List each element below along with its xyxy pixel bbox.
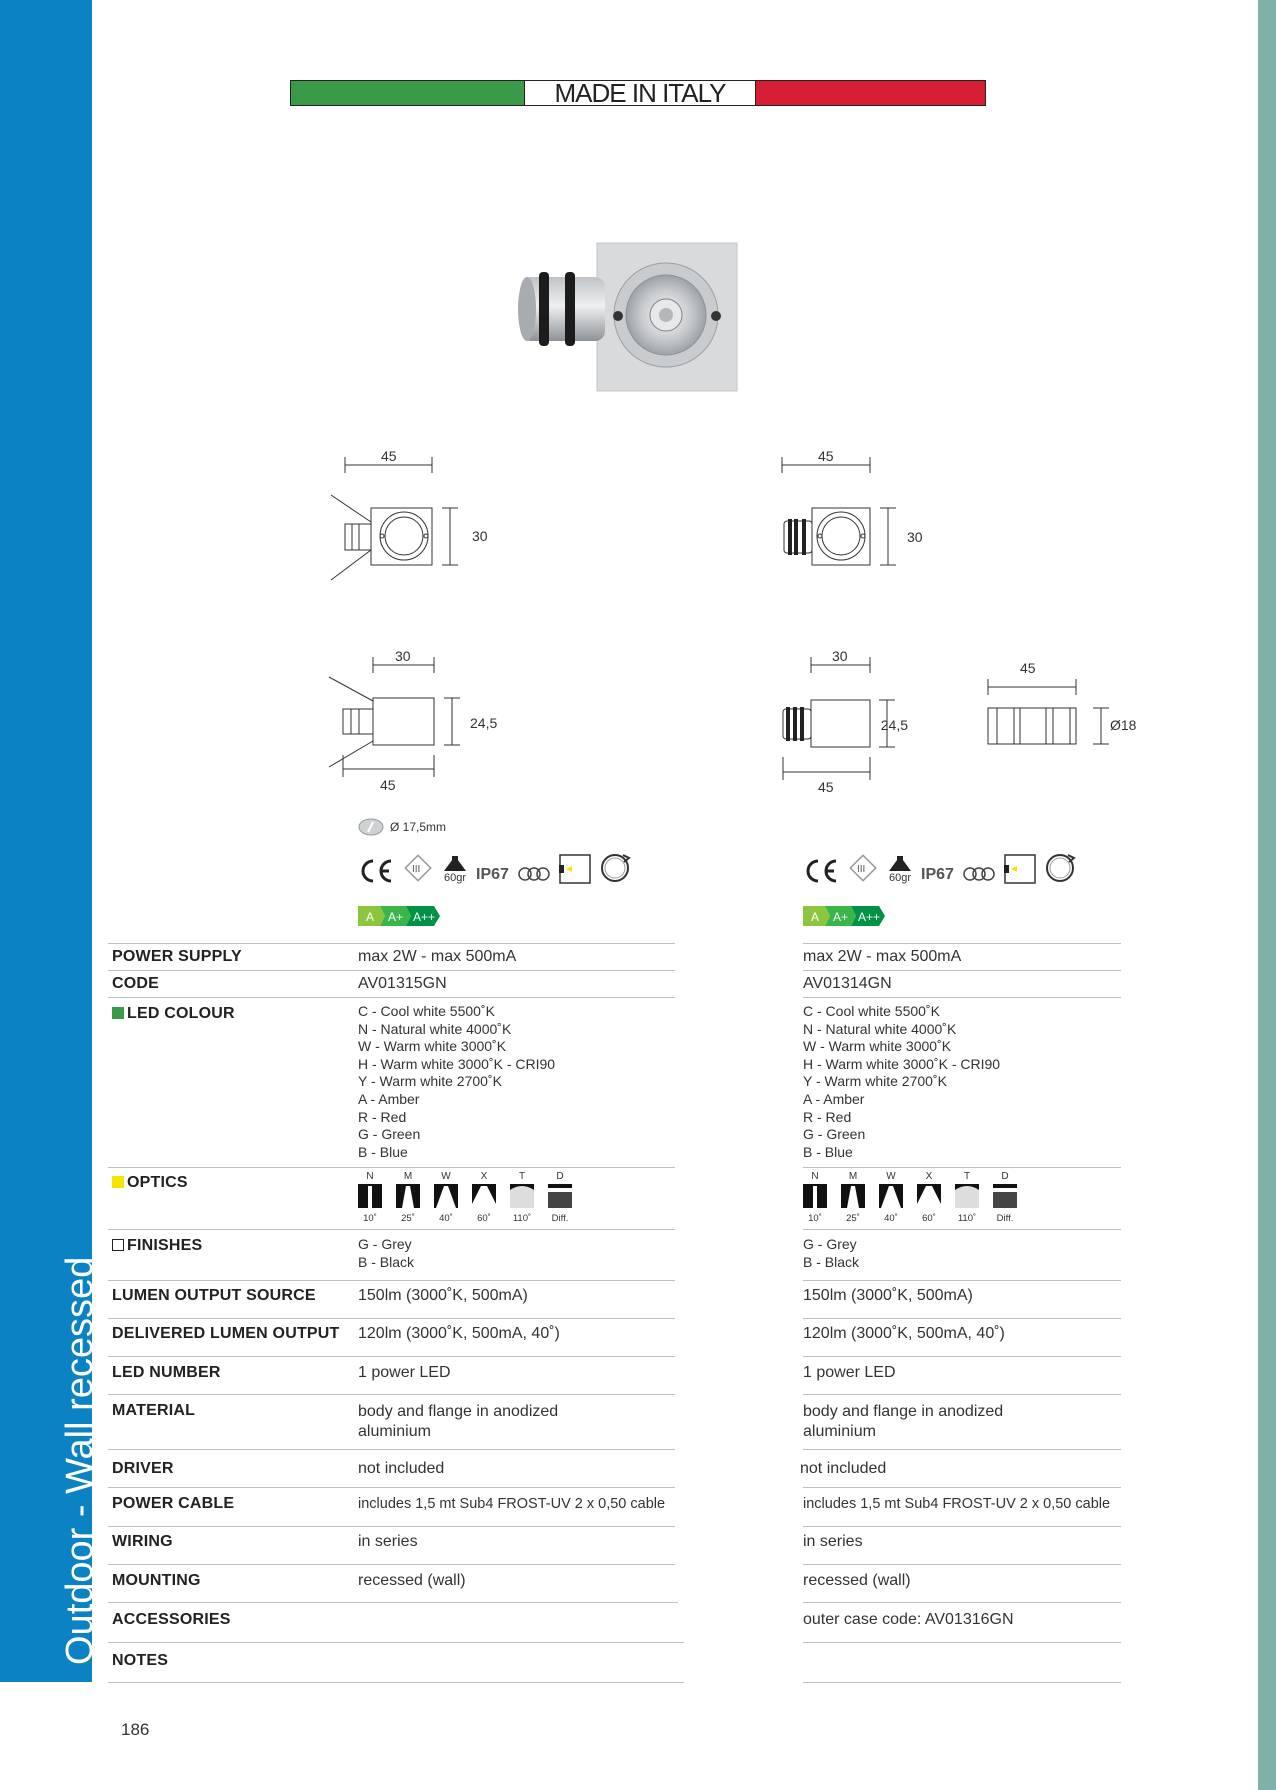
value-wiring-right: in series bbox=[803, 1533, 863, 1550]
svg-text:III: III bbox=[412, 864, 421, 875]
dim-height-label: 30 bbox=[907, 529, 923, 545]
led-colour-option: W - Warm white 3000˚K bbox=[803, 1038, 952, 1055]
optic-letter: N bbox=[811, 1171, 819, 1182]
label-finishes bbox=[112, 1237, 202, 1255]
value-power-supply-left: max 2W - max 500mA bbox=[358, 948, 517, 965]
rotation-icon bbox=[1044, 852, 1076, 884]
value-driver-left: not included bbox=[358, 1460, 445, 1477]
energy-class-label bbox=[803, 906, 885, 926]
cable-connector-icon bbox=[517, 864, 551, 884]
category-sidebar bbox=[0, 0, 101, 1682]
divider bbox=[803, 1602, 1121, 1603]
value-lumen-source-left: 150lm (3000˚K, 500mA) bbox=[358, 1287, 528, 1304]
optic-letter: M bbox=[403, 1171, 413, 1182]
led-colour-list-right bbox=[803, 1003, 1000, 1161]
class-iii-icon bbox=[402, 852, 434, 884]
beam-angle-label: 60gr bbox=[888, 872, 912, 884]
divider bbox=[108, 1682, 684, 1683]
divider bbox=[108, 1642, 684, 1643]
optic-letter: X bbox=[480, 1171, 488, 1182]
label-optics-text: OPTICS bbox=[127, 1174, 188, 1191]
led-colour-option: G - Green bbox=[803, 1126, 866, 1143]
label-led-colour-text: LED COLOUR bbox=[127, 1005, 235, 1022]
dim-width-label: 45 bbox=[818, 448, 834, 464]
optics-swatch bbox=[112, 1176, 124, 1188]
value-material-right: body and flange in anodized aluminium bbox=[803, 1403, 1004, 1440]
divider bbox=[108, 1526, 675, 1527]
divider bbox=[108, 1318, 675, 1319]
dim-height-label: 30 bbox=[472, 528, 488, 544]
led-colour-option: N - Natural white 4000˚K bbox=[358, 1020, 512, 1037]
optic-diffused-icon bbox=[548, 1184, 572, 1208]
value-mounting-left: recessed (wall) bbox=[358, 1572, 466, 1589]
divider bbox=[803, 1642, 1121, 1643]
divider bbox=[803, 1229, 1121, 1230]
value-code-left: AV01315GN bbox=[358, 975, 447, 992]
optic-angle: 110˚ bbox=[957, 1213, 977, 1224]
dim-width-label: 45 bbox=[381, 448, 397, 464]
optic-angle: 10˚ bbox=[363, 1213, 377, 1224]
led-colour-option: A - Amber bbox=[358, 1090, 420, 1107]
label-code: CODE bbox=[112, 975, 160, 992]
rotation-icon bbox=[599, 852, 631, 884]
divider bbox=[803, 1564, 1121, 1565]
value-delivered-lumen-left: 120lm (3000˚K, 500mA, 40˚) bbox=[358, 1325, 560, 1342]
divider bbox=[803, 1318, 1121, 1319]
finish-option: G - Grey bbox=[358, 1236, 412, 1252]
optic-narrow-beam-icon bbox=[803, 1184, 827, 1208]
optic-angle: 25˚ bbox=[846, 1213, 860, 1224]
value-lumen-source-right: 150lm (3000˚K, 500mA) bbox=[803, 1287, 973, 1304]
divider bbox=[108, 970, 675, 971]
dim-diameter-label: Ø18 bbox=[1110, 717, 1137, 733]
divider bbox=[803, 997, 1121, 998]
led-colour-option: C - Cool white 5500˚K bbox=[803, 1003, 940, 1019]
optic-angle: Diff. bbox=[996, 1213, 1014, 1224]
label-power-cable: POWER CABLE bbox=[112, 1495, 235, 1512]
label-finishes-text: FINISHES bbox=[127, 1237, 203, 1254]
optics-grid-right bbox=[800, 1171, 1015, 1225]
optic-letter: M bbox=[848, 1171, 858, 1182]
beam-angle-icon bbox=[442, 856, 468, 872]
hole-size-label: Ø 17,5mm bbox=[390, 820, 447, 834]
optic-letter: X bbox=[925, 1171, 933, 1182]
label-material: MATERIAL bbox=[112, 1402, 196, 1419]
label-notes: NOTES bbox=[112, 1652, 169, 1669]
value-driver-right: not included bbox=[800, 1460, 887, 1477]
label-power-supply: POWER SUPPLY bbox=[112, 948, 242, 965]
right-top-view-drawing bbox=[760, 445, 940, 590]
optic-wide-beam-icon bbox=[434, 1184, 458, 1208]
led-colour-option: W - Warm white 3000˚K bbox=[358, 1038, 507, 1055]
optic-letter: T bbox=[963, 1171, 971, 1182]
optic-letter: W bbox=[441, 1171, 451, 1182]
optic-letter: D bbox=[556, 1171, 564, 1182]
optic-angle: 10˚ bbox=[808, 1213, 822, 1224]
drill-hole-icon bbox=[358, 818, 384, 836]
optics-grid-left bbox=[355, 1171, 570, 1225]
left-top-view-drawing bbox=[325, 445, 505, 590]
beam-angle bbox=[887, 856, 913, 884]
svg-text:III: III bbox=[857, 864, 866, 875]
optic-letter: D bbox=[1001, 1171, 1009, 1182]
optic-angle: 25˚ bbox=[401, 1213, 415, 1224]
energy-class-a: A bbox=[366, 910, 375, 924]
led-colour-option: R - Red bbox=[358, 1108, 407, 1125]
left-cert-row bbox=[358, 852, 631, 884]
divider bbox=[108, 943, 675, 944]
value-power-supply-right: max 2W - max 500mA bbox=[803, 948, 962, 965]
label-led-colour bbox=[112, 1005, 235, 1023]
cable-connector-icon bbox=[962, 864, 996, 884]
optic-medium-beam-icon bbox=[841, 1184, 865, 1208]
optic-angle: 110˚ bbox=[512, 1213, 532, 1224]
flag-green bbox=[291, 81, 525, 105]
optic-angle: 40˚ bbox=[884, 1213, 898, 1224]
divider bbox=[803, 1394, 1121, 1395]
finishes-list-right bbox=[803, 1236, 859, 1271]
divider bbox=[108, 1602, 678, 1603]
energy-class-a-plus-plus: A++ bbox=[413, 910, 436, 924]
optic-wide-beam-icon bbox=[879, 1184, 903, 1208]
dim-width-label: 30 bbox=[832, 648, 848, 664]
value-led-number-left: 1 power LED bbox=[358, 1364, 451, 1381]
ce-mark-icon bbox=[358, 858, 394, 884]
left-side-view-drawing bbox=[325, 645, 525, 795]
led-colour-option: H - Warm white 3000˚K - CRI90 bbox=[803, 1055, 1001, 1072]
recessed-wall-icon bbox=[1004, 854, 1036, 884]
value-accessories-right: outer case code: AV01316GN bbox=[803, 1611, 1014, 1628]
optic-angle: 60˚ bbox=[922, 1213, 936, 1224]
flag-red bbox=[756, 81, 985, 105]
dim-bottom-label: 45 bbox=[818, 779, 834, 795]
beam-angle bbox=[442, 856, 468, 884]
led-colour-option: C - Cool white 5500˚K bbox=[358, 1003, 495, 1019]
beam-angle-icon bbox=[887, 856, 913, 872]
divider bbox=[108, 1167, 675, 1168]
page-number: 186 bbox=[121, 1720, 150, 1739]
led-colour-option: B - Blue bbox=[358, 1143, 408, 1160]
value-code-right: AV01314GN bbox=[803, 975, 892, 992]
right-cert-row bbox=[803, 852, 1076, 884]
value-power-cable-left: includes 1,5 mt Sub4 FROST-UV 2 x 0,50 cable bbox=[358, 1496, 666, 1512]
dim-bottom-label: 45 bbox=[380, 777, 396, 793]
led-colour-option: H - Warm white 3000˚K - CRI90 bbox=[358, 1055, 556, 1072]
category-title: Outdoor - Wall recessed bbox=[59, 1256, 101, 1665]
made-in-italy-banner bbox=[290, 80, 986, 106]
divider bbox=[803, 1356, 1121, 1357]
dim-width-label: 45 bbox=[1020, 660, 1036, 676]
ip-rating: IP67 bbox=[476, 866, 509, 883]
energy-class-label bbox=[358, 906, 440, 926]
ip-rating: IP67 bbox=[921, 866, 954, 883]
right-side-view-drawing bbox=[775, 645, 915, 795]
finish-option: G - Grey bbox=[803, 1236, 857, 1252]
value-mounting-right: recessed (wall) bbox=[803, 1572, 911, 1589]
led-colour-option: R - Red bbox=[803, 1108, 852, 1125]
value-power-cable-right: includes 1,5 mt Sub4 FROST-UV 2 x 0,50 cable bbox=[803, 1496, 1111, 1512]
hole-size bbox=[358, 818, 446, 836]
dim-width-label: 30 bbox=[395, 648, 411, 664]
recessed-wall-icon bbox=[559, 854, 591, 884]
divider bbox=[803, 1167, 1121, 1168]
label-mounting: MOUNTING bbox=[112, 1572, 201, 1589]
label-wiring: WIRING bbox=[112, 1533, 173, 1550]
energy-class-a-plus-plus: A++ bbox=[858, 910, 881, 924]
optic-narrow-beam-icon bbox=[358, 1184, 382, 1208]
led-colour-list-left bbox=[358, 1003, 555, 1161]
label-driver: DRIVER bbox=[112, 1460, 174, 1477]
led-colour-swatch bbox=[112, 1007, 124, 1019]
beam-angle-label: 60gr bbox=[443, 872, 467, 884]
energy-class-a-plus: A+ bbox=[388, 910, 404, 924]
divider bbox=[108, 997, 675, 998]
optic-very-wide-beam-icon bbox=[510, 1184, 534, 1208]
dim-height-label: 24,5 bbox=[880, 717, 908, 733]
divider bbox=[803, 970, 1121, 971]
divider bbox=[803, 1487, 1121, 1488]
optic-angle: 60˚ bbox=[477, 1213, 491, 1224]
divider bbox=[108, 1229, 675, 1230]
finish-option: B - Black bbox=[358, 1253, 415, 1270]
value-led-number-right: 1 power LED bbox=[803, 1364, 896, 1381]
divider bbox=[108, 1280, 675, 1281]
value-delivered-lumen-right: 120lm (3000˚K, 500mA, 40˚) bbox=[803, 1325, 1005, 1342]
divider bbox=[803, 1280, 1121, 1281]
optic-letter: W bbox=[886, 1171, 896, 1182]
divider bbox=[108, 1564, 675, 1565]
optic-letter: T bbox=[518, 1171, 526, 1182]
led-colour-option: A - Amber bbox=[803, 1090, 865, 1107]
divider bbox=[108, 1487, 675, 1488]
led-colour-option: N - Natural white 4000˚K bbox=[803, 1020, 957, 1037]
label-led-number: LED NUMBER bbox=[112, 1364, 221, 1381]
optic-medium-beam-icon bbox=[396, 1184, 420, 1208]
divider bbox=[803, 1526, 1121, 1527]
divider bbox=[803, 1682, 1121, 1683]
value-material-left: body and flange in anodized aluminium bbox=[358, 1403, 559, 1440]
ce-mark-icon bbox=[803, 858, 839, 884]
divider bbox=[803, 943, 1121, 944]
optic-angle: 40˚ bbox=[439, 1213, 453, 1224]
optic-very-wide-beam-icon bbox=[955, 1184, 979, 1208]
right-edge-bar bbox=[1258, 0, 1276, 1790]
led-colour-option: G - Green bbox=[358, 1126, 421, 1143]
led-colour-option: Y - Warm white 2700˚K bbox=[803, 1073, 947, 1090]
divider bbox=[108, 1356, 675, 1357]
label-delivered-lumen: DELIVERED LUMEN OUTPUT bbox=[112, 1325, 340, 1342]
divider bbox=[108, 1449, 675, 1450]
energy-class-a: A bbox=[811, 910, 820, 924]
value-wiring-left: in series bbox=[358, 1533, 418, 1550]
finishes-list-left bbox=[358, 1236, 414, 1271]
divider bbox=[803, 1449, 1121, 1450]
finishes-swatch bbox=[112, 1239, 124, 1251]
optic-angle: Diff. bbox=[551, 1213, 569, 1224]
divider bbox=[108, 1394, 675, 1395]
optic-extra-wide-beam-icon bbox=[917, 1184, 941, 1208]
label-accessories: ACCESSORIES bbox=[112, 1611, 231, 1628]
led-colour-option: B - Blue bbox=[803, 1143, 853, 1160]
dim-height-label: 24,5 bbox=[470, 715, 498, 731]
energy-class-a-plus: A+ bbox=[833, 910, 849, 924]
right-end-view-drawing bbox=[980, 655, 1140, 750]
label-lumen-source: LUMEN OUTPUT SOURCE bbox=[112, 1287, 316, 1304]
product-photo bbox=[515, 240, 740, 395]
led-colour-option: Y - Warm white 2700˚K bbox=[358, 1073, 502, 1090]
label-optics bbox=[112, 1174, 188, 1192]
optic-diffused-icon bbox=[993, 1184, 1017, 1208]
finish-option: B - Black bbox=[803, 1253, 860, 1270]
class-iii-icon bbox=[847, 852, 879, 884]
optic-letter: N bbox=[366, 1171, 374, 1182]
banner-text: MADE IN ITALY bbox=[525, 81, 756, 105]
optic-extra-wide-beam-icon bbox=[472, 1184, 496, 1208]
